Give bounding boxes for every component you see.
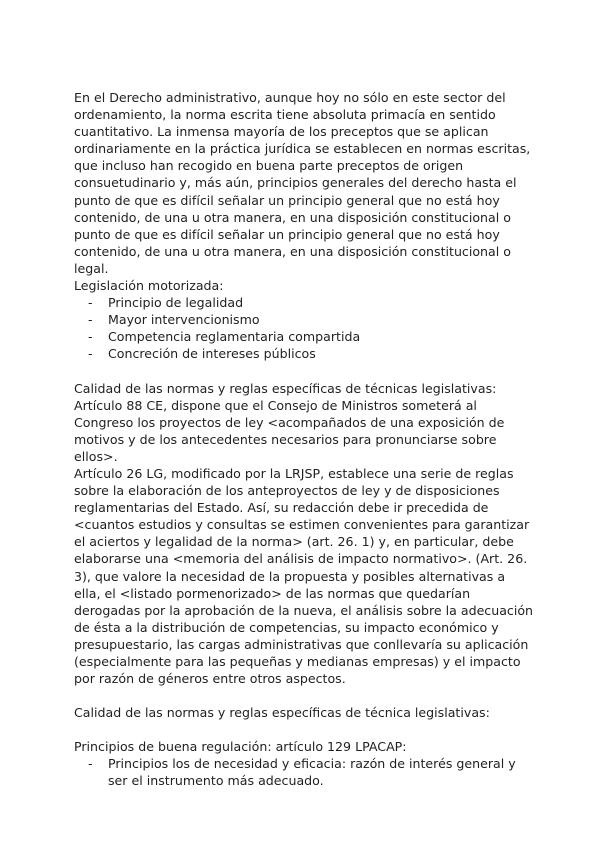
- dash-bullet: -: [88, 295, 93, 311]
- list-item: - Competencia reglamentaria compartida: [88, 329, 361, 345]
- list-item: - Principio de legalidad: [88, 295, 244, 311]
- articulo-26-paragraph: Artículo 26 LG, modificado por la LRJSP, establece una serie de reglas sobre la elaboración de los anteproyectos de ley y de disposiciones reglamentarias del Estado. Así, su redacción debe ir precedida de <cuantos estudios y consultas se estimen convenientes para garantizar el aciertos y legalidad de la norma> (art. 26. 1) y, en particular, debe elaborarse una <memoria del análisis de impacto normativo>. (Art. 26. 3), que valore la necesidad de la propuesta y posibles alternativas a ella, el <listado pormenorizado> de las normas que quedarían derogadas por la aprobación de la nueva, el análisis sobre la adecuación de ésta a la distribución de competencias, su impacto económico y presupuestario, las cargas administrativas que conllevaría su aplicación (especialmente para las pequeñas y medianas empresas) y el impacto por razón de géneros entre otros aspectos.: [74, 465, 534, 687]
- list-item: - Principios los de necesidad y eficacia: razón de interés general y ser el instrumento más adecuado.: [88, 756, 516, 789]
- section-title-calidad-2: Calidad de las normas y reglas específicas de técnica legislativas:: [74, 705, 490, 721]
- articulo-88-paragraph: Artículo 88 CE, dispone que el Consejo de Ministros someterá al Congreso los proyectos de ley <acompañados de una exposición de motivos y de los antecedentes necesarios para pronunciarse sobre ellos>.: [74, 397, 505, 464]
- spacer: [74, 687, 534, 704]
- spacer: [74, 721, 534, 738]
- list-item: - Mayor intervencionismo: [88, 312, 260, 328]
- dash-bullet: -: [88, 312, 93, 328]
- dash-bullet: -: [88, 756, 93, 772]
- intro-paragraph: En el Derecho administrativo, aunque hoy no sólo en este sector del ordenamiento, la norma escrita tiene absoluta primacía en sentido cuantitativo. La inmensa mayoría de los preceptos que se aplican ordinariamente en la práctica jurídica se establecen en normas escritas, que incluso han recogido en buena parte preceptos de origen consuetudinario y, más aún, principios generales del derecho hasta el punto de que es difícil señalar un principio general que no está hoy contenido, de una u otra manera, en una disposición constitucional o punto de que es difícil señalar un principio general que no está hoy contenido, de una u otra manera, en una disposición constitucional o legal.: [74, 90, 531, 276]
- list-title-legislacion: Legislación motorizada:: [74, 278, 224, 294]
- section-title-principios: Principios de buena regulación: artículo 129 LPACAP:: [74, 739, 407, 755]
- legislacion-list: [74, 294, 534, 362]
- document-page: [74, 89, 534, 790]
- dash-bullet: -: [88, 329, 93, 345]
- dash-bullet: -: [88, 346, 93, 362]
- spacer: [74, 363, 534, 380]
- list-item: - Concreción de intereses públicos: [88, 346, 316, 362]
- section-title-calidad: Calidad de las normas y reglas específicas de técnicas legislativas:: [74, 380, 497, 396]
- principios-list: [74, 755, 534, 789]
